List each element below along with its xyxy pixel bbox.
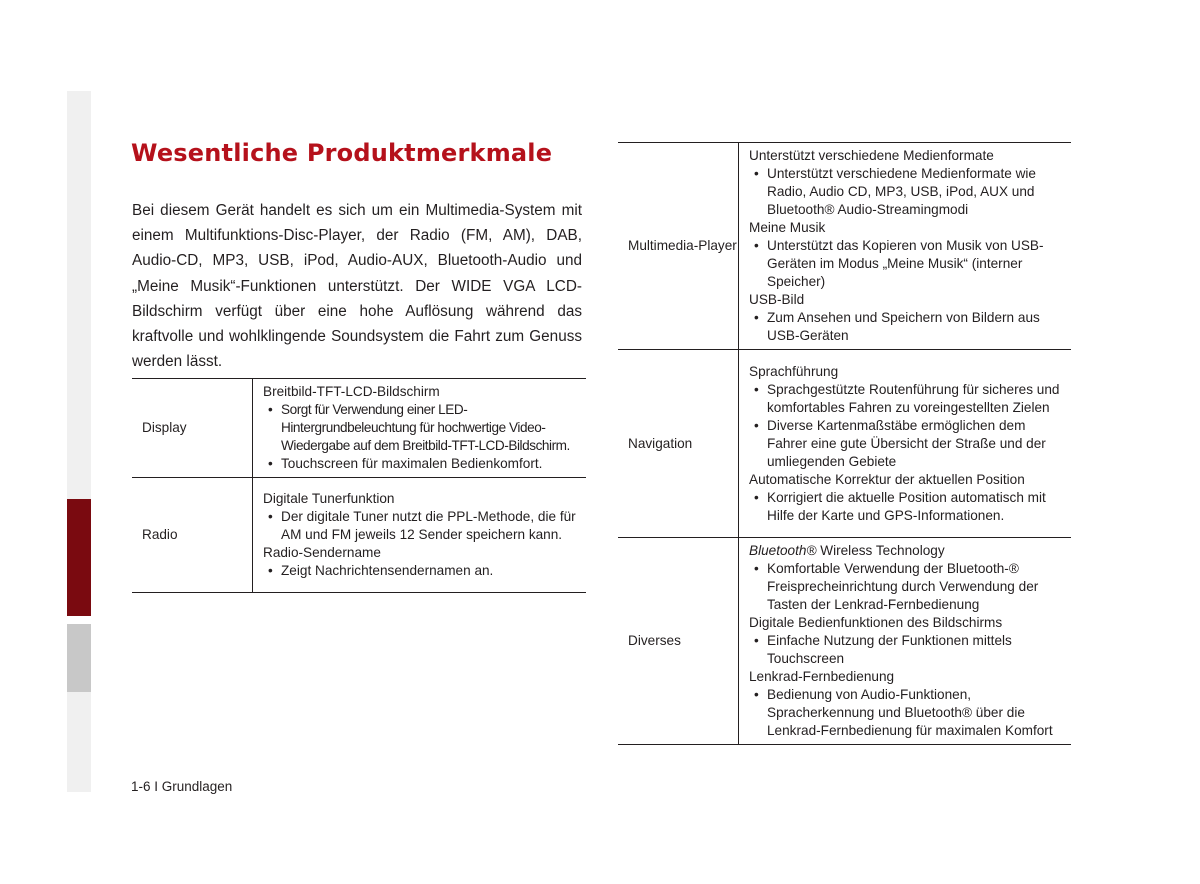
sidebar-tab-active [67, 499, 91, 616]
group-heading: Automatische Korrektur der aktuellen Position [749, 471, 1025, 487]
row-label: Multimedia-Player [618, 143, 739, 350]
group-heading: Radio-Sendername [263, 545, 381, 560]
list-item: • Diverse Kartenmaßstäbe ermöglichen dem Fahrer eine gute Übersicht der Straße und der umliegenden Gebiete [749, 417, 1063, 471]
bullet-list [749, 632, 1063, 668]
group-heading: Digitale Bedienfunktionen des Bildschirms [749, 615, 1003, 630]
list-item: • Bedienung von Audio-Funktionen, Spracherkennung und Bluetooth® über die Lenkrad-Fernbedienung für maximalen Komfort [749, 686, 1063, 740]
row-content [253, 478, 587, 593]
group-heading: Unterstützt verschiedene Medienformate [749, 148, 994, 163]
sidebar-tab-gray [67, 624, 91, 692]
sidebar-tab-light [67, 91, 91, 499]
features-table-right [618, 142, 1071, 745]
bullet-list [749, 309, 1063, 345]
list-item: • Sorgt für Verwendung einer LED-Hintergrundbeleuchtung für hochwertige Video-Wiedergabe auf dem Breitbild-TFT-LCD-Bildschirm. [263, 401, 578, 455]
page-footer: 1-6 I Grundlagen [131, 779, 233, 794]
row-content [739, 350, 1072, 538]
group-heading: Sprachführung [749, 363, 839, 379]
intro-paragraph: Bei diesem Gerät handelt es sich um ein Multimedia-System mit einem Multifunktions-Disc-Player, der Radio (FM, AM), DAB, Audio-CD, MP3, USB, iPod, Audio-AUX, Bluetooth-Audio und „Meine Musik“-Funktionen unterstützt. Der WIDE VGA LCD-Bildschirm verfügt über eine hohe Auflösung während das kraftvolle und wohlklingende Soundsystem die Fahrt zum Genuss werden lässt. [132, 202, 582, 371]
bullet-list [749, 165, 1063, 219]
list-item: • Korrigiert die aktuelle Position automatisch mit Hilfe der Karte und GPS-Informationen. [749, 489, 1063, 525]
table-row [618, 143, 1071, 350]
table-row [132, 478, 586, 593]
list-item: • Zum Ansehen und Speichern von Bildern aus USB-Geräten [749, 309, 1063, 345]
group-heading [749, 542, 1063, 560]
list-item: • Unterstützt das Kopieren von Musik von USB-Geräten im Modus „Meine Musik“ (interner Speicher) [749, 237, 1063, 291]
list-item: • Zeigt Nachrichtensendernamen an. [263, 562, 578, 580]
list-item: • Der digitale Tuner nutzt die PPL-Methode, die für AM und FM jeweils 12 Sender speichern kann. [263, 508, 578, 544]
row-label: Navigation [618, 350, 739, 538]
bullet-list [749, 489, 1063, 525]
group-heading: Lenkrad-Fernbedienung [749, 669, 895, 684]
bullet-list [263, 562, 578, 580]
table-row [618, 350, 1071, 538]
bullet-list [749, 686, 1063, 740]
row-label: Radio [132, 478, 253, 593]
group-heading: Digitale Tunerfunktion [263, 491, 395, 506]
page-title: Wesentliche Produktmerkmale [131, 139, 553, 167]
bullet-list [749, 237, 1063, 291]
group-heading-rest: Wireless Technology [816, 543, 945, 558]
list-item: • Einfache Nutzung der Funktionen mittels Touchscreen [749, 632, 1063, 668]
table-row [618, 538, 1071, 745]
bullet-list [749, 381, 1063, 471]
sidebar-tab-light-bottom [67, 692, 91, 792]
bullet-list [263, 508, 578, 544]
list-item: • Komfortable Verwendung der Bluetooth-® Freisprecheinrichtung durch Verwendung der Tasten der Lenkrad-Fernbedienung [749, 560, 1063, 614]
group-heading: Meine Musik [749, 220, 826, 235]
list-item: • Unterstützt verschiedene Medienformate wie Radio, Audio CD, MP3, USB, iPod, AUX und Bluetooth® Audio-Streamingmodi [749, 165, 1063, 219]
row-content [253, 379, 587, 478]
bullet-list [749, 560, 1063, 614]
group-heading-italic: Bluetooth® [749, 543, 817, 558]
table-row [132, 379, 586, 478]
group-heading: Breitbild-TFT-LCD-Bildschirm [263, 384, 440, 399]
row-content [739, 538, 1072, 745]
group-heading: USB-Bild [749, 292, 805, 307]
bullet-list [263, 401, 578, 473]
list-item: • Sprachgestützte Routenführung für sicheres und komfortables Fahren zu voreingestellten Zielen [749, 381, 1063, 417]
row-content [739, 143, 1072, 350]
row-label: Diverses [618, 538, 739, 745]
features-table-left [132, 378, 586, 593]
row-label: Display [132, 379, 253, 478]
list-item: • Touchscreen für maximalen Bedienkomfort. [263, 455, 578, 473]
